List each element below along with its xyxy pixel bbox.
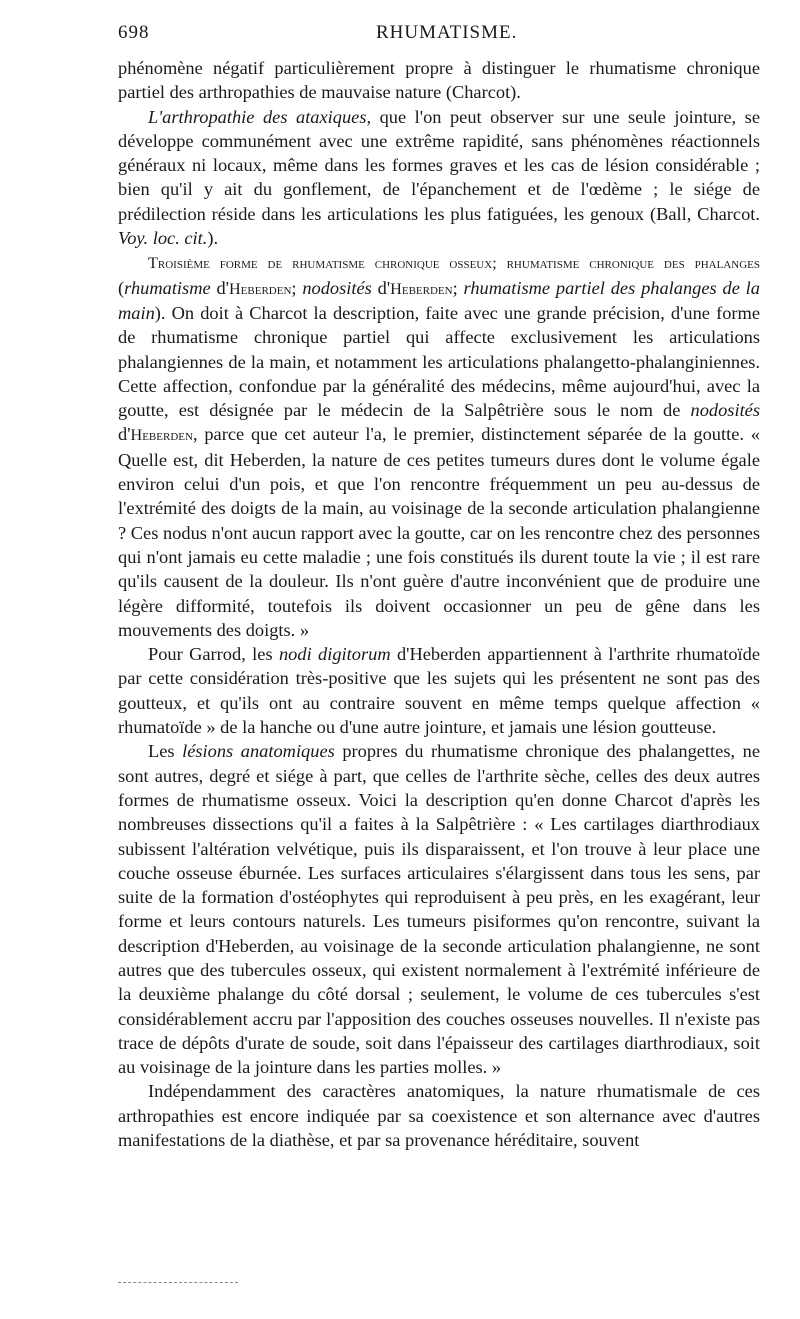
- paragraph-1: phénomène négatif particulièrement propre à distinguer le rhumatisme chronique partiel des arthropathies de mauvaise nature (Charcot).: [118, 58, 760, 103]
- page-number: 698: [118, 22, 150, 43]
- paragraph-4: Pour Garrod, les nodi digitorum d'Heberden appartiennent à l'arthrite rhumatoïde par cette considération très-positive que les sujets qui les présentent ne sont pas des goutteux, et qu'ils ont au contraire souvent en même temps quelque affection « rhumatoïde » de la hanche ou d'une autre jointure, et jamais une lésion goutteuse.: [118, 644, 760, 738]
- paragraph-2: L'arthropathie des ataxiques, que l'on peut observer sur une seule jointure, se développe communément avec une extrême rapidité, sans phénomènes réactionnels généraux ni locaux, même dans les formes graves et les cas de lésion considérable ; bien qu'il y ait du gonflement, de l'épanchement et de l'œdème ; le siége de prédilection réside dans les articulations les plus fatiguées, les genoux (Ball, Charcot. Voy. loc. cit.).: [118, 106, 760, 249]
- section-heading: Troisième forme de rhumatisme chronique osseux; rhumatisme chronique des phalanges: [148, 254, 760, 273]
- body-text: [118, 56, 760, 1152]
- page-header: [118, 22, 760, 52]
- paragraph-5: Les lésions anatomiques propres du rhumatisme chronique des phalangettes, ne sont autres, degré et siége à part, que celles de l'arthrite sèche, celles des deux autres formes de rhumatisme osseux. Voici la description qu'en donne Charcot d'après les nombreuses dissections qu'il a faites à la Salpêtrière : « Les cartilages diarthrodiaux subissent l'altération velvétique, puis ils disparaissent, et l'on trouve à leur place une couche osseuse éburnée. Les surfaces articulaires s'élargissent dans tous les sens, par suite de la formation d'ostéophytes qui reproduisent à peu près, en les exagérant, leur forme et leurs contours naturels. Les tumeurs pisiformes qu'on rencontre, suivant la description d'Heberden, au voisinage de la seconde articulation phalangienne, ne sont autres que des tubercules osseux, qui existent normalement à l'extrémité inférieure de la deuxième phalange du côté dorsal ; seulement, le volume de ces tubercules s'est considérablement accru par l'apposition des couches osseuses nouvelles. Il n'existe pas trace de dépôts d'urate de soude, soit dans l'épaisseur des cartilages diarthrodiaux, soit au voisinage de la jointure dans les parties molles. »: [118, 741, 760, 1078]
- running-title: RHUMATISME.: [376, 22, 518, 43]
- paragraph-6: Indépendamment des caractères anatomiques, la nature rhumatismale de ces arthropathies est encore indiquée par sa coexistence et son alternance avec d'autres manifestations de la diathèse, et par sa provenance héréditaire, souvent: [118, 1081, 760, 1151]
- paragraph-3: Troisième forme de rhumatisme chronique osseux; rhumatisme chronique des phalanges (rhumatisme d'Heberden; nodosités d'Heberden; rhumatisme partiel des phalanges de la main). On doit à Charcot la description, faite avec une grande précision, d'une forme de rhumatisme chronique partiel qui affecte exclusivement les articulations phalangiennes de la main, et notamment les articulations phalangetto-phalanginiennes. Cette affection, confondue par la généralité des médecins, même aujourd'hui, avec la goutte, est désignée par le médecin de la Salpêtrière sous le nom de nodosités d'Heberden, parce que cet auteur l'a, le premier, distinctement séparée de la goutte. « Quelle est, dit Heberden, la nature de ces petites tumeurs dures dont le volume égale environ celui d'un pois, et que l'on rencontre fréquemment un peu au-dessus de l'extrémité des doigts de la main, au voisinage de la seconde articulation phalangienne ? Ces nodus n'ont aucun rapport avec la goutte, car on les rencontre chez des personnes qui n'ont jamais eu cette maladie ; une fois constitués ils durent toute la vie ; il est rare qu'ils causent de la douleur. Ils n'ont guère d'autre inconvénient que de produire une légère difformité, toutefois ils doivent occasionner un peu de gêne dans les mouvements des doigts. »: [118, 254, 760, 640]
- footer-rule: [118, 1282, 238, 1283]
